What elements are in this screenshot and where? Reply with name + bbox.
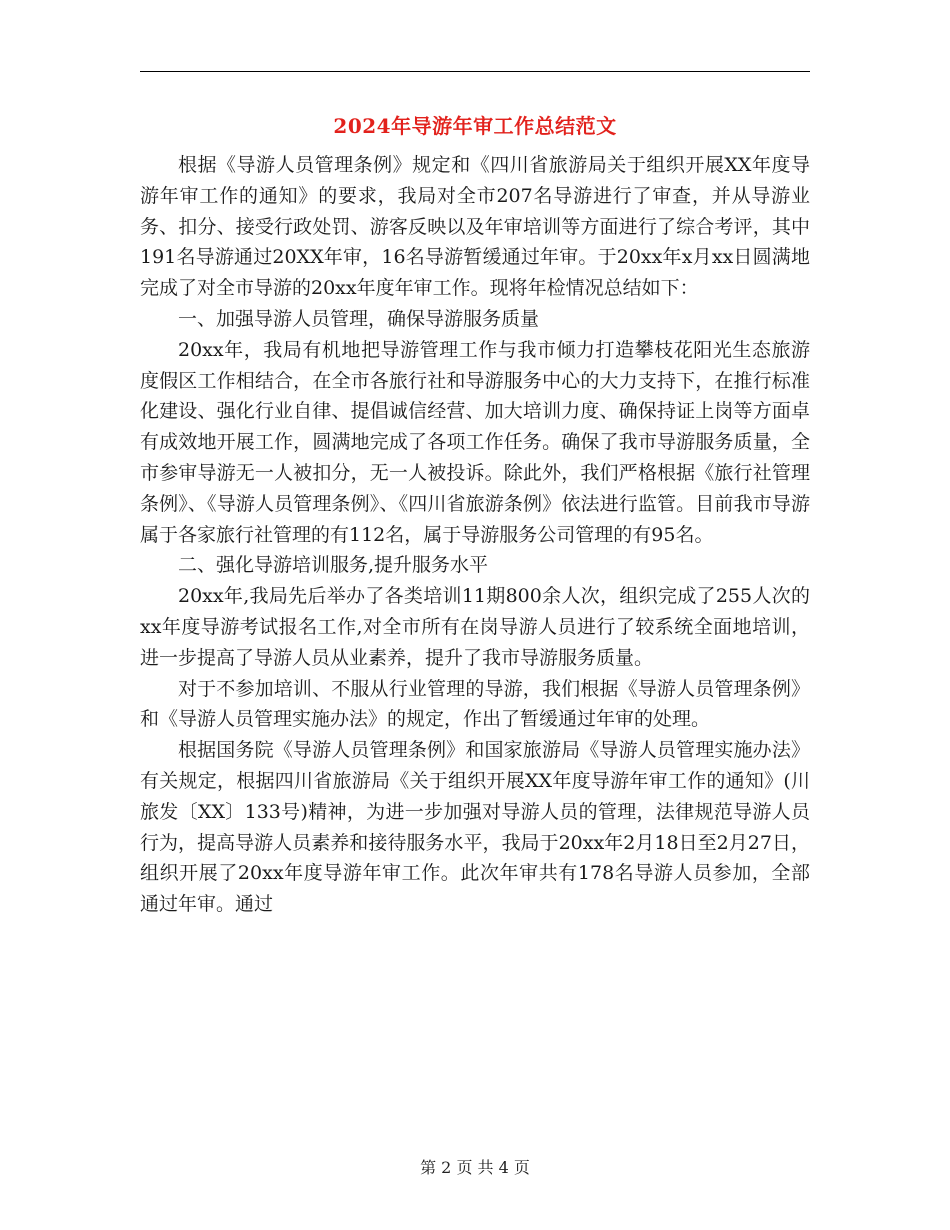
paragraph-section-1: 20xx年，我局有机地把导游管理工作与我市倾力打造攀枝花阳光生态旅游度假区工作相结合，在全市各旅行社和导游服务中心的大力支持下，在推行标准化建设、强化行业自律、提倡诚信经营、加大培训力度、确保持证上岗等方面卓有成效地开展工作，圆满地完成了各项工作任务。确保了我市导游服务质量，全市参审导游无一人被扣分，无一人被投诉。除此外，我们严格根据《旅行社管理条例》、《导游人员管理条例》、《四川省旅游条例》依法进行监管。目前我市导游属于各家旅行社管理的有112名，属于导游服务公司管理的有95名。 [140, 338, 810, 546]
paragraph-suspension: 对于不参加培训、不服从行业管理的导游，我们根据《导游人员管理条例》和《导游人员管理实施办法》的规定，作出了暂缓通过年审的处理。 [140, 677, 810, 731]
header-rule [140, 71, 810, 72]
section-heading-1: 一、加强导游人员管理，确保导游服务质量 [178, 307, 540, 330]
paragraph-regulation: 根据国务院《导游人员管理条例》和国家旅游局《导游人员管理实施办法》有关规定，根据四川省旅游局《关于组织开展XX年度导游年审工作的通知》(川旅发〔XX〕133号)精神，为进一步加强对导游人员的管理，法律规范导游人员行为，提高导游人员素养和接待服务水平，我局于20xx年2月18日至2月27日，组织开展了20xx年度导游年审工作。此次年审共有178名导游人员参加，全部通过年审。通过 [140, 739, 810, 916]
paragraph-intro: 根据《导游人员管理条例》规定和《四川省旅游局关于组织开展XX年度导游年审工作的通知》的要求，我局对全市207名导游进行了审查，并从导游业务、扣分、接受行政处罚、游客反映以及年审培训等方面进行了综合考评，其中191名导游通过20XX年审，16名导游暂缓通过年审。于20xx年x月xx日圆满地完成了对全市导游的20xx年度年审工作。现将年检情况总结如下： [140, 154, 810, 300]
document-title: 2024年导游年审工作总结范文 [333, 114, 617, 138]
section-heading-2: 二、强化导游培训服务,提升服务水平 [178, 554, 489, 577]
document-body [140, 150, 810, 920]
paragraph-training: 20xx年,我局先后举办了各类培训11期800余人次，组织完成了255人次的xx年度导游考试报名工作,对全市所有在岗导游人员进行了较系统全面地培训，进一步提高了导游人员从业素养，提升了我市导游服务质量。 [140, 585, 810, 669]
page-number: 第 2 页 共 4 页 [420, 1158, 530, 1177]
